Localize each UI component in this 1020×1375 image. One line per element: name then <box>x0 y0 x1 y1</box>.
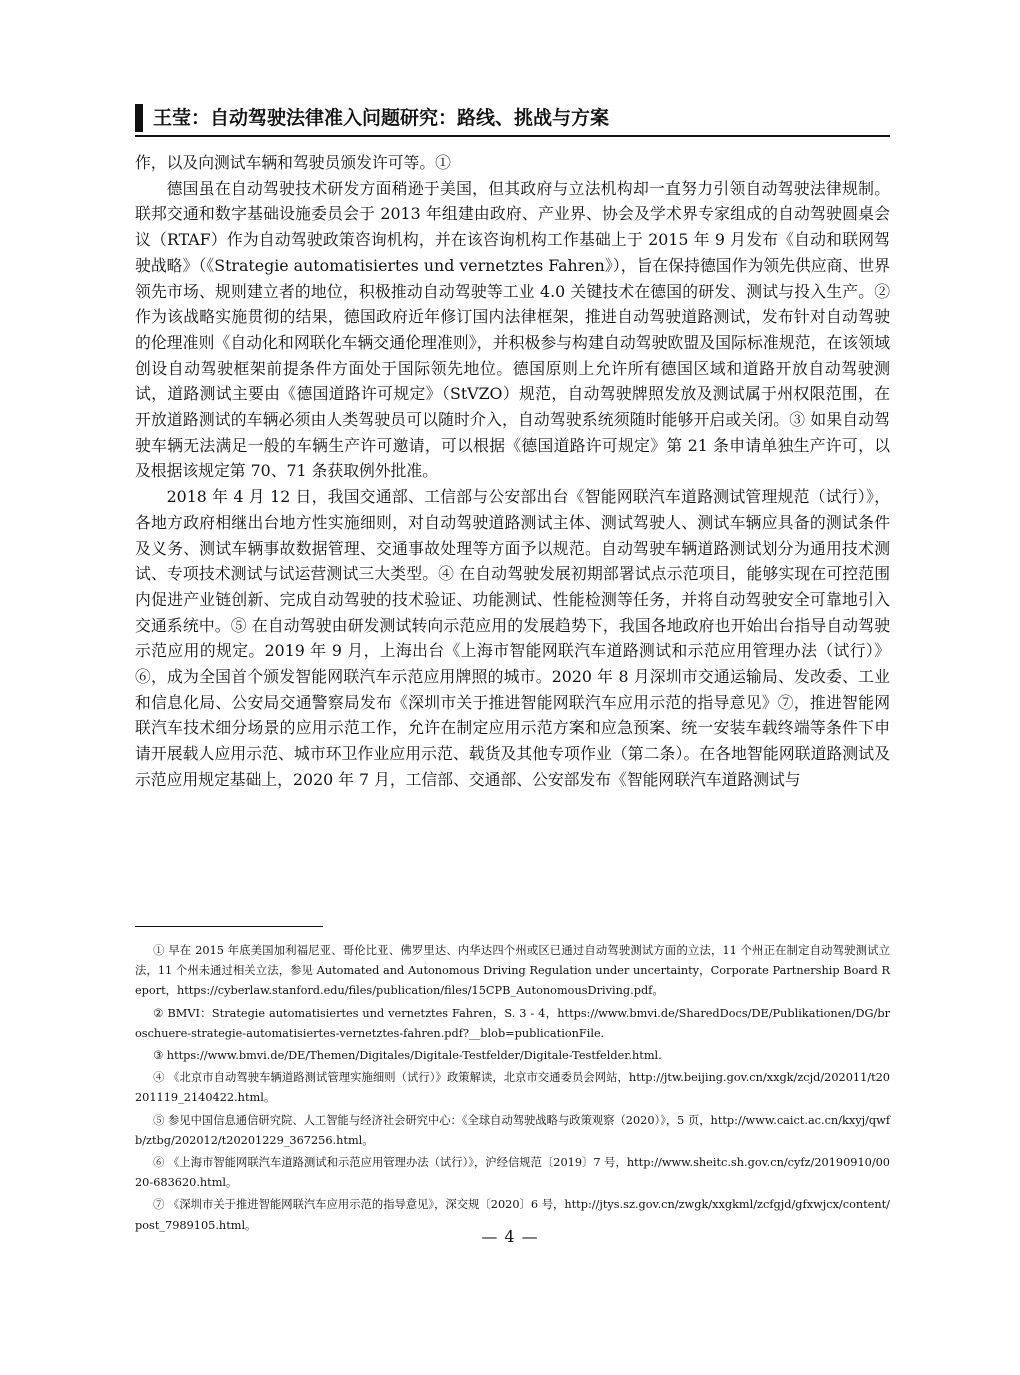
footnote: ⑤ 参见中国信息通信研究院、人工智能与经济社会研究中心：《全球自动驾驶战略与政策观察（2020）》，5 页，http://www.caict.ac.cn/kxyj/qwfb/ztbg/202012/t20201229_367256.html。 <box>135 1113 890 1147</box>
footnote: ④ 《北京市自动驾驶车辆道路测试管理实施细则（试行）》政策解读，北京市交通委员会网站，http://jtw.beijing.gov.cn/xxgk/zcjd/202011/t20201119_2140422.html。 <box>135 1071 890 1105</box>
running-header <box>135 103 890 133</box>
footnote: ⑦ 《深圳市关于推进智能网联汽车应用示范的指导意见》，深交规〔2020〕6 号，http://jtys.sz.gov.cn/zwgk/xxgkml/zcfgjd/gfxwjcx/content/post_7989105.html。 <box>135 1198 890 1232</box>
footnote: ② BMVI：Strategie automatisiertes und vernetztes Fahren，S. 3 - 4，https://www.bmvi.de/SharedDocs/DE/Publikationen/DG/broschuere-strategie-automatisiertes-vernetztes-fahren.pdf?__blob=publicationFile. <box>135 1006 890 1040</box>
body-paragraph: 德国虽在自动驾驶技术研发方面稍逊于美国，但其政府与立法机构却一直努力引领自动驾驶法律规制。联邦交通和数字基础设施委员会于 2013 年组建由政府、产业界、协会及学术界专家组成的自动驾驶圆桌会议（RTAF）作为自动驾驶政策咨询机构，并在该咨询机构工作基础上于 2015 年 9 月发布《自动和联网驾驶战略》（《Strategie automatisiertes und vernetztes Fahren》），旨在保持德国作为领先供应商、世界领先市场、规则建立者的地位，积极推动自动驾驶等工业 4.0 关键技术在德国的研发、测试与投入生产。② 作为该战略实施贯彻的结果，德国政府近年修订国内法律框架，推进自动驾驶道路测试，发布针对自动驾驶的伦理准则《自动化和网联化车辆交通伦理准则》，并积极参与构建自动驾驶欧盟及国际标准规范，在该领域创设自动驾驶框架前提条件方面处于国际领先地位。德国原则上允许所有德国区域和道路开放自动驾驶测试，道路测试主要由《德国道路许可规定》（StVZO）规范，自动驾驶牌照发放及测试属于州权限范围，在开放道路测试的车辆必须由人类驾驶员可以随时介入，自动驾驶系统须随时能够开启或关闭。③ 如果自动驾驶车辆无法满足一般的车辆生产许可邀请，可以根据《德国道路许可规定》第 21 条申请单独生产许可，以及根据该规定第 70、71 条获取例外批准。 <box>135 178 890 481</box>
header-marker-bar <box>135 104 143 132</box>
body-text <box>135 150 890 793</box>
header-rule <box>135 135 890 137</box>
running-header-title: 王莹：自动驾驶法律准入问题研究：路线、挑战与方案 <box>153 107 610 129</box>
footnote: ③ https://www.bmvi.de/DE/Themen/Digitales/Digitale-Testfelder/Digitale-Testfelder.html. <box>153 1049 662 1063</box>
footnote-separator <box>135 926 323 927</box>
footnote: ⑥ 《上海市智能网联汽车道路测试和示范应用管理办法（试行）》，沪经信规范〔2019〕7 号，http://www.sheitc.sh.gov.cn/cyfz/20190910/0020-683620.html。 <box>135 1156 890 1190</box>
body-paragraph: 2018 年 4 月 12 日，我国交通部、工信部与公安部出台《智能网联汽车道路测试管理规范（试行）》，各地方政府相继出台地方性实施细则，对自动驾驶道路测试主体、测试驾驶人、测试车辆应具备的测试条件及义务、测试车辆事故数据管理、交通事故处理等方面予以规范。自动驾驶车辆道路测试划分为通用技术测试、专项技术测试与试运营测试三大类型。④ 在自动驾驶发展初期部署试点示范项目，能够实现在可控范围内促进产业链创新、完成自动驾驶的技术验证、功能测试、性能检测等任务，并将自动驾驶安全可靠地引入交通系统中。⑤ 在自动驾驶由研发测试转向示范应用的发展趋势下，我国各地政府也开始出台指导自动驾驶示范应用的规定。2019 年 9 月，上海出台《上海市智能网联汽车道路测试和示范应用管理办法（试行）》⑥，成为全国首个颁发智能网联汽车示范应用牌照的城市。2020 年 8 月深圳市交通运输局、发改委、工业和信息化局、公安局交通警察局发布《深圳市关于推进智能网联汽车应用示范的指导意见》⑦，推进智能网联汽车技术细分场景的应用示范工作，允许在制定应用示范方案和应急预案、统一安装车载终端等条件下申请开展载人应用示范、城市环卫作业应用示范、载货及其他专项作业（第二条）。在各地智能网联道路测试及示范应用规定基础上，2020 年 7 月，工信部、交通部、公安部发布《智能网联汽车道路测试与 <box>135 487 890 789</box>
footnotes <box>135 941 890 1238</box>
page-number: — 4 — <box>481 1227 539 1246</box>
body-paragraph: 作，以及向测试车辆和驾驶员颁发许可等。① <box>135 153 451 172</box>
footnote: ① 早在 2015 年底美国加利福尼亚、哥伦比亚、佛罗里达、内华达四个州或区已通过自动驾驶测试方面的立法，11 个州正在制定自动驾驶测试立法，11 个州未通过相关立法，参见 Automated and Autonomous Driving Regulation under uncertainty，Corporate Partnership Board Report，https://cyberlaw.stanford.edu/files/publication/files/15CPB_AutonomousDriving.pdf。 <box>135 944 890 998</box>
